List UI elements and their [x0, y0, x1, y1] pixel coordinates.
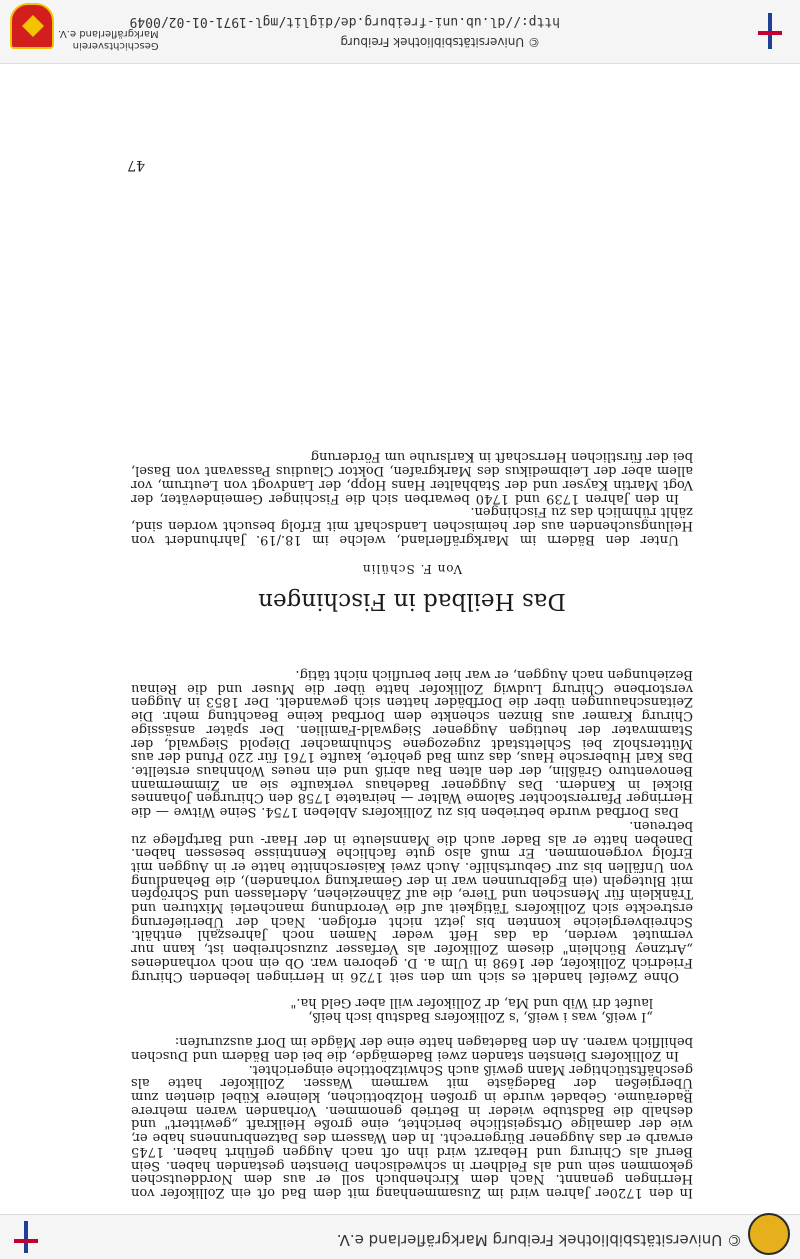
- society-line-2: Markgräflerland e.V.: [58, 28, 159, 39]
- paragraph: Ohne Zweifel handelt es sich um den seit 1726 in Herringen lebenden Chirurg Friedrich Zollikofer, der 1698 in Ulm a. D. geboren war. Ob ein noch vorhandenes „Artzney Büchlein" diesem Zollikofer als Verfasser zuzuschreiben ist, kann nur vermutet werden, da das Heft weder Namen noch Jahreszahl enthält. Schreibvergleiche konnten bis jetzt nicht erfolgen. Nach der Überlieferung erstreckte sich Zollikofers Tätigkeit auf die Verordnung mancherlei Mixturen und Tränklein für Menschen und Tiere, die auf Zähneziehen, Aderlassen und Schröpfen mit Blutegeln (ein Egelbrunnen war in der Gemarkung vorhanden), die Behandlung von Unfällen bis zur Geburtshilfe. Auch zwei Kaiserschnitte hatte er in Auggen mit Erfolg vorgenommen. Er muß also gute fachliche Kenntnisse besessen haben. Daneben hatte er als Bader auch die Mannsleute in der Haar- und Bartpflege zu betreuen.: [131, 817, 693, 984]
- article-author: Von F. Schülin: [361, 562, 463, 577]
- paragraph: Unter den Bädern im Markgräflerland, welche im 18./19. Jahrhundert von Heilungsuchenden aus der heimischen Landschaft mit Erfolg besucht worden sind, zählt rühmlich das zu Fischingen.: [131, 504, 693, 547]
- header-caption: [337, 1231, 742, 1249]
- society-line-1: Geschichtsverein: [72, 40, 159, 51]
- paragraph: In den Jahren 1739 und 1740 bewarben sich die Fischinger Gemeindeväter, der Vogt Martin Kayser und der Stabhalter Hans Hopp, der Landvogt von Leutrum, vor allem aber der Leibmedikus des Markgrafen, Doktor Claudius Passavant von Basel, bei der fürstlichen Herrschaft in Karlsruhe um Förderung: [131, 449, 693, 506]
- ub-freiburg-logo-icon: [14, 1221, 38, 1253]
- footer-copyright: © Universitätsbibliothek Freiburg: [340, 35, 540, 49]
- coat-of-arms-icon: [10, 3, 54, 49]
- paragraph: In Zollikofers Diensten standen zwei Bademägde, die bei den Bädern und Duschen behilflich waren. An den Badetagen hatte eine der Mägde im Dorf auszurufen:: [131, 1034, 693, 1063]
- verse-line-1: „I weiß, was i weiß, 's Zollikofers Badstub isch heiß,: [308, 1008, 653, 1024]
- document-page: [131, 450, 693, 1199]
- article-title: Das Heilbad in Fischingen: [258, 588, 566, 615]
- header-society: Markgräflerland e.V.: [336, 1231, 488, 1249]
- viewer-footer-bar: [0, 0, 800, 64]
- header-ub-notice: © Universitätsbibliothek Freiburg: [492, 1231, 742, 1249]
- footer-url-link[interactable]: http://dl.ub.uni-freiburg.de/diglit/mgl-1971-01-02/0049: [129, 14, 560, 29]
- verse-line-2: laufet dri Wib und Ma, dr Zollikofer will aber Geld ha.": [290, 994, 653, 1010]
- paragraph: Das Dorfbad wurde betrieben bis zu Zollikofers Ableben 1754. Seine Witwe — die Herringer Pfarrerstochter Salome Walter — heiratete 1758 den Chirurgen Johannes Bickel in Kandern. Das Auggener Badehaus verkaufte sie an Zimmermann Benoventuro Gräßlin, der den alten Bau abriß und ein neues Wohnhaus erstellte. Das Karl Hubersche Haus, das zum Bad gehörte, kaufte 1761 für 220 Pfund der aus Müttersholz bei Schlettstadt zugezogene Schuhmacher Diepold Siegwald, der Stammvater der heutigen Auggener Siegwald-Familien. Der später ansässige Chirurg Kramer aus Binzen schenkte dem Dorfbad keine Beachtung mehr. Die Zeitanschauungen über die Dorfbäder hatten sich gewandelt. Der 1853 in Auggen verstorbene Chirurg Ludwig Zollikofer hatte über die Muser und die Reinau Beziehungen nach Auggen, er war hier beruflich nicht tätig.: [131, 667, 693, 820]
- viewer-header-bar: [0, 1214, 800, 1259]
- page-number: 47: [127, 157, 145, 173]
- paragraph: In den 1720er Jahren wird im Zusammenhang mit dem Bad oft ein Zollikofer von Herringen genannt. Nach dem Kirchenbuch soll er aus dem Norddeutschen gekommen sein und als Feldherr in schwedischen Diensten gestanden haben. Sein Beruf als Chirurg und Hebarzt wird ihn oft nach Auggen geführt haben. 1745 erwarb er das Auggener Bürgerrecht. In den Wassern des Datzenbrunnens habe er, wie der damalige Ortsgeistliche berichtet, eine große Heilkraft „gewittert" und deshalb die Badstube wieder in Betrieb genommen. Vorhanden waren mehrere Baderäume. Gebadet wurde in großen Holzbottichen, kleinere Kübel dienten zum Übergießen der Badegäste mit warmem Wasser. Zollikofer hatte als geschäftstüchtiger Mann gewiß auch Schwitzbottiche eingerichtet.: [131, 1061, 693, 1200]
- quoted-verse: [131, 995, 653, 1023]
- society-name: [58, 27, 159, 51]
- ub-freiburg-logo-icon: [758, 13, 782, 49]
- society-logo-icon: [748, 1213, 790, 1255]
